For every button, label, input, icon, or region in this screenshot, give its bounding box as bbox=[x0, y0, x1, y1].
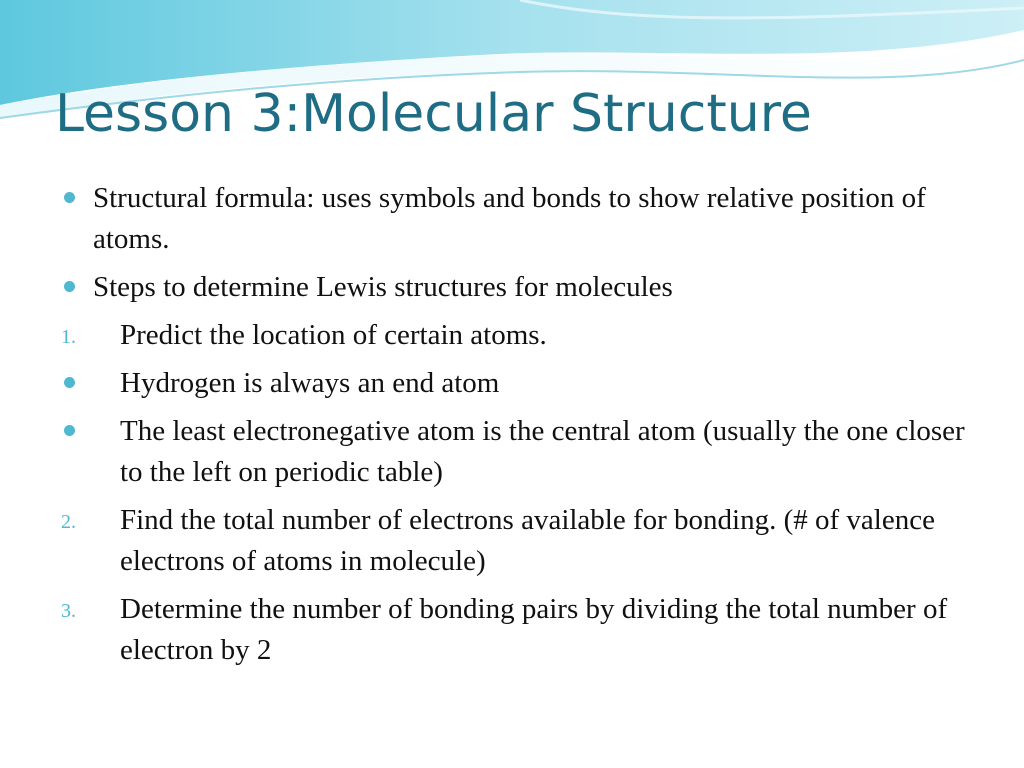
bullet-text: Structural formula: uses symbols and bonds to show relative position of atoms. bbox=[93, 182, 926, 255]
item-number: 1. bbox=[61, 326, 76, 348]
bullet-item bbox=[0, 178, 1024, 260]
bullet-text: The least electronegative atom is the central atom (usually the one closer to the left on periodic table) bbox=[120, 415, 965, 488]
bullet-item bbox=[0, 267, 1024, 308]
numbered-item bbox=[0, 500, 1024, 582]
bullet-item bbox=[0, 363, 1024, 404]
bullet-item bbox=[0, 411, 1024, 493]
numbered-text: Predict the location of certain atoms. bbox=[120, 319, 547, 351]
numbered-item bbox=[0, 315, 1024, 356]
numbered-text: Find the total number of electrons available for bonding. (# of valence electrons of atoms in molecule) bbox=[120, 504, 935, 577]
bullet-text: Hydrogen is always an end atom bbox=[120, 367, 500, 399]
bullet-dot-icon bbox=[64, 192, 75, 203]
slide-body bbox=[0, 178, 1024, 678]
item-number: 3. bbox=[61, 600, 76, 622]
bullet-dot-icon bbox=[64, 281, 75, 292]
bullet-text: Steps to determine Lewis structures for molecules bbox=[93, 271, 673, 303]
bullet-dot-icon bbox=[64, 377, 75, 388]
numbered-text: Determine the number of bonding pairs by dividing the total number of electron by 2 bbox=[120, 593, 948, 666]
numbered-item bbox=[0, 589, 1024, 671]
item-number: 2. bbox=[61, 511, 76, 533]
slide-title: Lesson 3:Molecular Structure bbox=[55, 84, 812, 144]
bullet-dot-icon bbox=[64, 425, 75, 436]
